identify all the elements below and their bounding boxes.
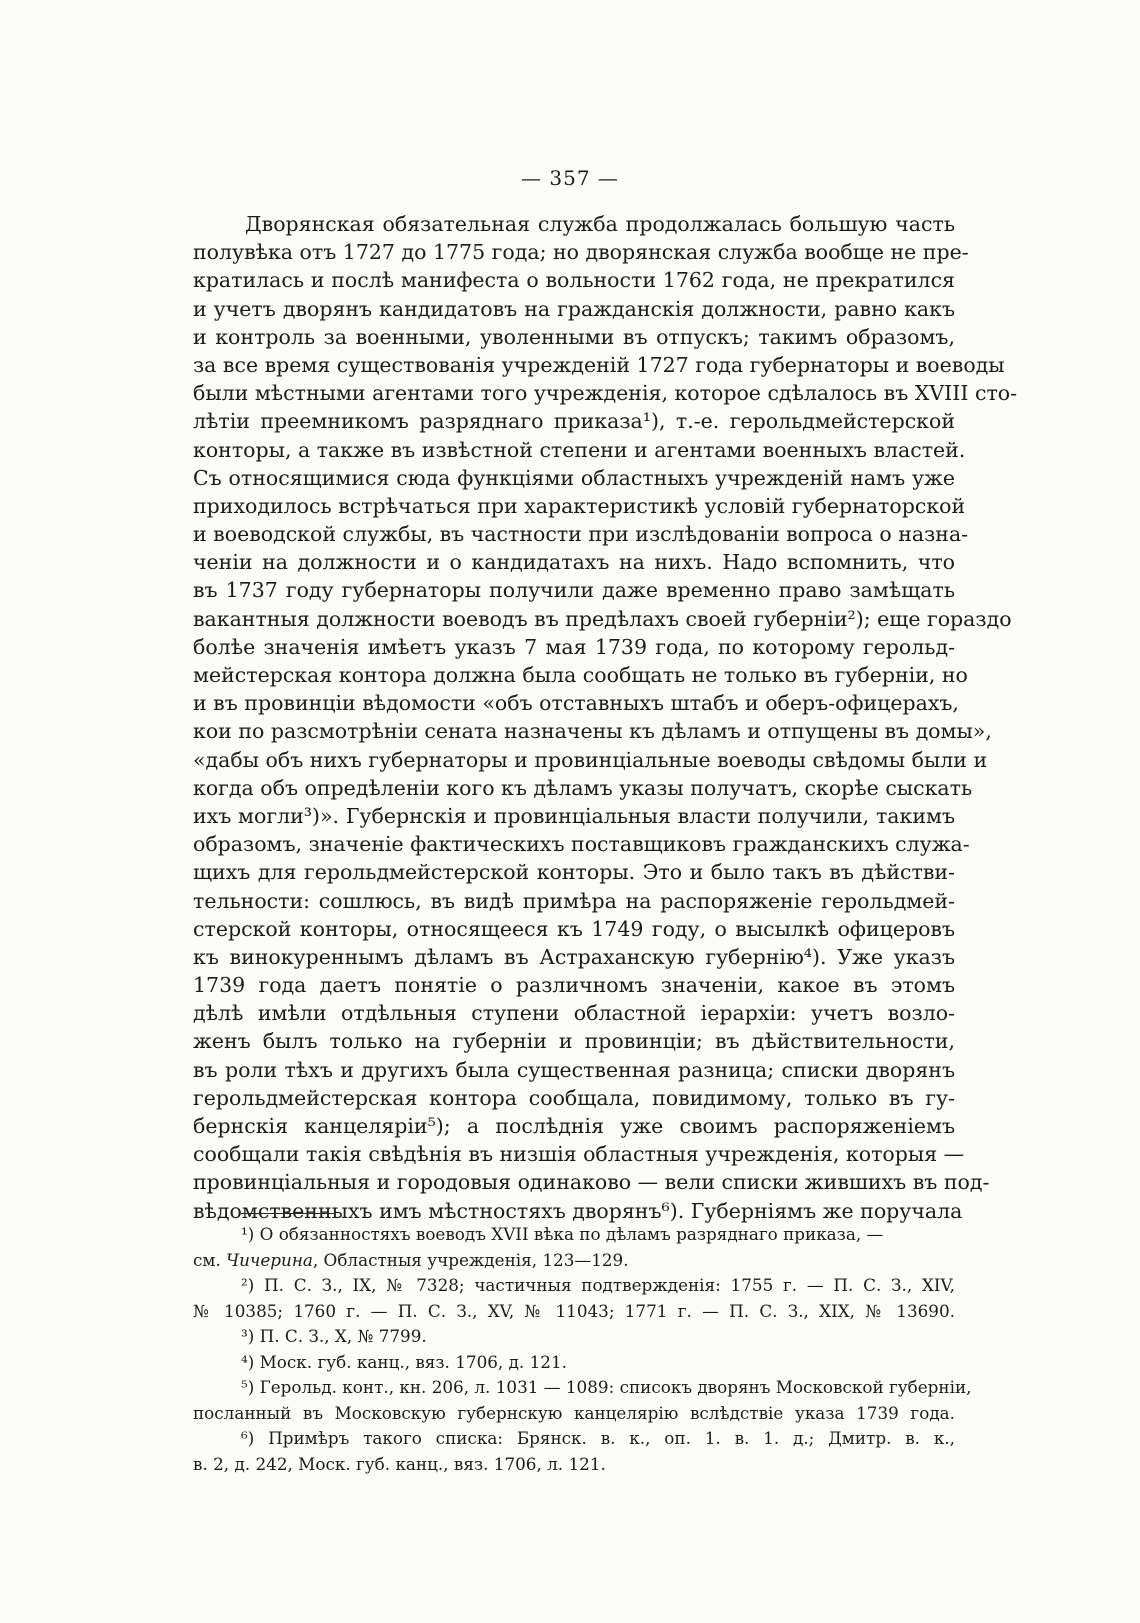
footnote-2-cont: № 10385; 1760 г. — П. С. З., XV, № 11043; 1771 г. — П. С. З., XIX, № 13690. [193,1300,955,1321]
text-line: лѣтіи преемникомъ разряднаго приказа¹), т.-е. герольдмейстерской [193,409,955,434]
main-text [193,210,1018,1225]
footnote-text: см. [193,1249,227,1270]
text-line: «дабы объ нихъ губернаторы и провинціальные воеводы свѣдомы были и [193,747,988,772]
text-line: когда объ опредѣленіи кого къ дѣламъ указы получатъ, скорѣе сыскать [193,775,973,800]
footnote-1-cont [193,1248,955,1274]
text-line: кои по разсмотрѣніи сената назначены къ дѣламъ и отпущены въ домы», [193,719,992,744]
text-line: кратилась и послѣ манифеста о вольности 1762 года, не прекратился [193,268,955,293]
footnote-2: ²) П. С. З., IX, № 7328; частичныя подтвержденія: 1755 г. — П. С. З., XIV, [241,1275,955,1295]
footnote-divider [241,1213,335,1214]
text-line: и контроль за военными, уволенными въ отпускъ; такимъ образомъ, [193,324,955,349]
text-line: тельности: сошлюсь, въ видѣ примѣра на распоряженіе герольдмей- [193,888,955,913]
text-line: Дворянская обязательная служба продолжалась большую часть [245,212,955,236]
text-line: мейстерская контора должна была сообщать не только въ губерніи, но [193,663,968,687]
text-line: сообщали такія свѣдѣнія въ низшія областныя учрежденія, которыя — [193,1142,965,1167]
footnote-6: ⁶) Примѣръ такого списка: Брянск. в. к., оп. 1. в. 1. д.; Дмитр. в. к., [241,1428,955,1448]
text-line: къ винокуреннымъ дѣламъ въ Астраханскую губернію⁴). Уже указъ [193,944,955,969]
text-line: вѣдомственныхъ имъ мѣстностяхъ дворянъ⁶). Губерніямъ же поручала [193,1198,963,1223]
footnote-5: ⁵) Герольд. конт., кн. 206, л. 1031 — 1089: списокъ дворянъ Московской губерніи, [241,1377,972,1397]
text-line: Съ относящимися сюда функціями областныхъ учрежденій намъ уже [193,465,955,490]
footnotes [193,1222,972,1477]
text-line: провинціальныя и городовыя одинаково — вели списки жившихъ въ под- [193,1170,990,1195]
text-line: полувѣка отъ 1727 до 1775 года; но дворянская служба вообще не пре- [193,240,969,265]
page-number: — 357 — [521,166,619,190]
text-line: образомъ, значеніе фактическихъ поставщиковъ гражданскихъ служа- [193,832,970,857]
text-line: 1739 года даетъ понятіе о различномъ значеніи, какое въ этомъ [193,973,955,998]
text-line: и воеводской службы, въ частности при изслѣдованіи вопроса о назна- [193,522,969,547]
text-line: стерской конторы, относящееся къ 1749 году, о высылкѣ офицеровъ [193,916,955,941]
text-line: женъ былъ только на губерніи и провинціи; въ дѣйствительности, [193,1029,955,1054]
footnote-text: , Областныя учрежденія, 123—129. [312,1249,629,1270]
text-line: болѣе значенія имѣетъ указъ 7 мая 1739 года, по которому герольд- [193,634,955,659]
footnote-author: Чичерина [226,1249,313,1270]
text-line: дѣлѣ имѣли отдѣльныя ступени областной іерархіи: учетъ возло- [193,1001,955,1026]
text-line: за все время существованія учрежденій 1727 года губернаторы и воеводы [193,352,1005,377]
text-line: и въ провинціи вѣдомости «объ отставныхъ штабъ и оберъ-офицерахъ, [193,691,959,716]
text-line: вакантныя должности воеводъ въ предѣлахъ своей губерніи²); еще гораздо [193,606,1012,631]
text-line: герольдмейстерская контора сообщала, повидимому, только въ гу- [193,1085,955,1110]
text-line: ченіи на должности и о кандидатахъ на нихъ. Надо вспомнить, что [193,550,955,575]
text-line: въ 1737 году губернаторы получили даже временно право замѣщать [193,578,955,603]
text-line: и учетъ дворянъ кандидатовъ на гражданскія должности, равно какъ [193,296,955,321]
text-line: приходилось встрѣчаться при характеристикѣ условій губернаторской [193,493,966,518]
footnote-4: ⁴) Моск. губ. канц., вяз. 1706, д. 121. [241,1351,567,1372]
text-line: были мѣстными агентами того учрежденія, которое сдѣлалось въ XVIII сто- [193,381,1018,406]
footnote-3: ³) П. С. З., X, № 7799. [241,1326,427,1346]
text-line: конторы, а также въ извѣстной степени и агентами военныхъ властей. [193,437,966,462]
footnote-6-cont: в. 2, д. 242, Моск. губ. канц., вяз. 1706, л. 121. [193,1453,606,1474]
text-line: щихъ для герольдмейстерской конторы. Это и было такъ въ дѣйстви- [193,860,955,885]
text-line: въ роли тѣхъ и другихъ была существенная разница; списки дворянъ [193,1057,955,1082]
text-line: ихъ могли³)». Губернскія и провинціальныя власти получили, такимъ [193,803,955,828]
text-line: бернскія канцеляріи⁵); а послѣднія уже своимъ распоряженіемъ [193,1114,955,1138]
footnote-5-cont: посланный въ Московскую губернскую канцелярію вслѣдствіе указа 1739 года. [193,1402,955,1423]
footnote-1: ¹) О обязанностяхъ воеводъ XVII вѣка по дѣламъ разряднаго приказа, — [241,1224,884,1244]
